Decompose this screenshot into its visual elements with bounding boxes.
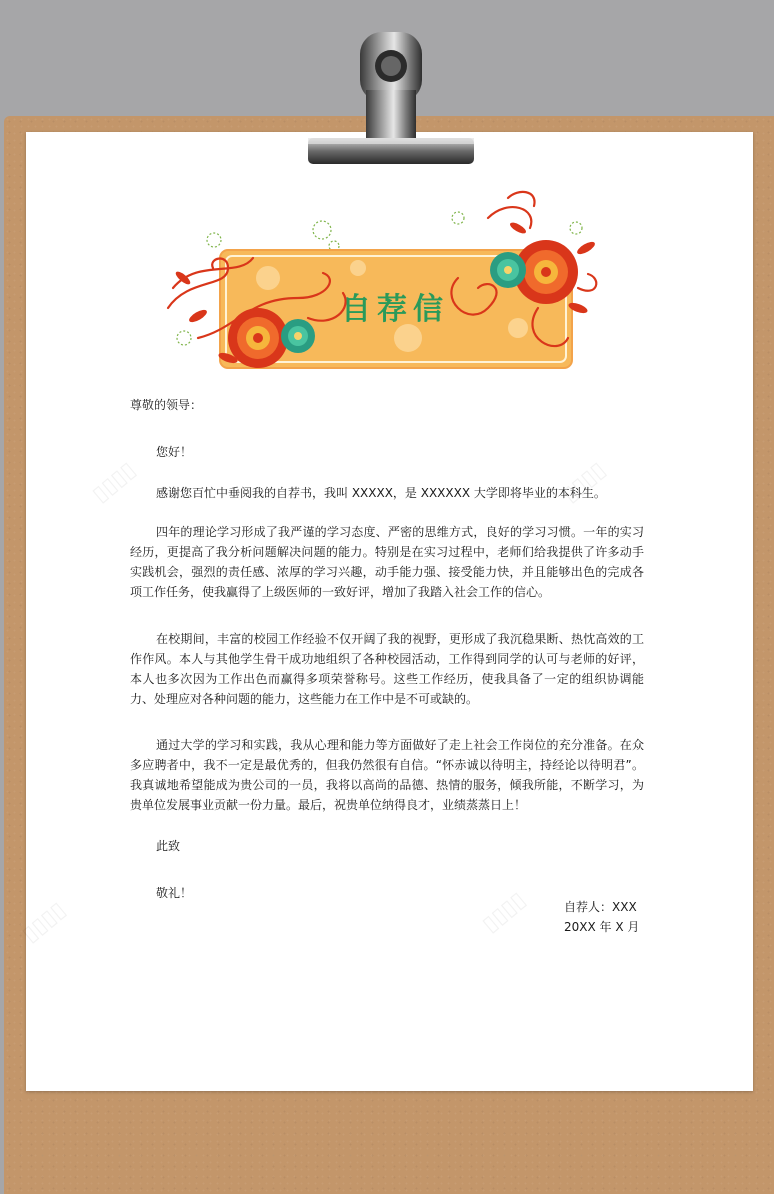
- greeting: 您好！: [156, 445, 193, 459]
- closing-line-1: 此致: [156, 839, 181, 853]
- signature: 自荐人：XXX: [564, 900, 637, 914]
- banner-title: 自荐信: [341, 292, 449, 327]
- binder-clip-icon: [300, 28, 480, 178]
- paragraph-closing: 通过大学的学习和实践，我从心理和能力等方面做好了走上社会工作岗位的充分准备。在众多应聘者中，我不一定是最优秀的，但我仍然很有自信。“怀赤诚以待明主，持经论以待明君”。我真诚地希望能成为贵公司的一员，我将以高尚的品德、热情的服务，倾我所能，不断学习，为贵单位发展事业贡献一份力量。最后，祝贵单位纳得良才，业绩蒸蒸日上！: [130, 738, 644, 812]
- closing-line-2: 敬礼！: [156, 886, 193, 900]
- watermark: ▯▯▯▯: [477, 887, 531, 938]
- watermark: ▯▯▯▯: [557, 457, 611, 508]
- date: 20XX 年 X 月: [564, 920, 640, 934]
- salutation: 尊敬的领导：: [130, 398, 203, 412]
- signature-block: [564, 897, 654, 937]
- watermark: ▯▯▯▯: [87, 457, 141, 508]
- paragraph-study: 四年的理论学习形成了我严谨的学习态度、严密的思维方式，良好的学习习惯。一年的实习经历，更提高了我分析问题解决问题的能力。特别是在实习过程中，老师们给我提供了许多动手实践机会，强烈的责任感、浓厚的学习兴趣，动手能力强、接受能力快，并且能够出色的完成各项工作任务，使我赢得了上级医师的一致好评，增加了我踏入社会工作的信心。: [130, 525, 644, 599]
- paragraph-campus: 在校期间，丰富的校园工作经验不仅开阔了我的视野，更形成了我沉稳果断、热忱高效的工作作风。本人与其他学生骨干成功地组织了各种校园活动，工作得到同学的认可与老师的好评，本人也多次因为工作出色而赢得多项荣誉称号。这些工作经历，使我具备了一定的组织协调能力、处理应对各种问题的能力，这些能力在工作中是不可或缺的。: [130, 632, 644, 706]
- banner-graphic: [158, 188, 604, 378]
- paragraph-intro: 感谢您百忙中垂阅我的自荐书，我叫 XXXXX，是 XXXXXX 大学即将毕业的本科生。: [156, 486, 606, 500]
- watermark: ▯▯▯▯: [17, 897, 71, 948]
